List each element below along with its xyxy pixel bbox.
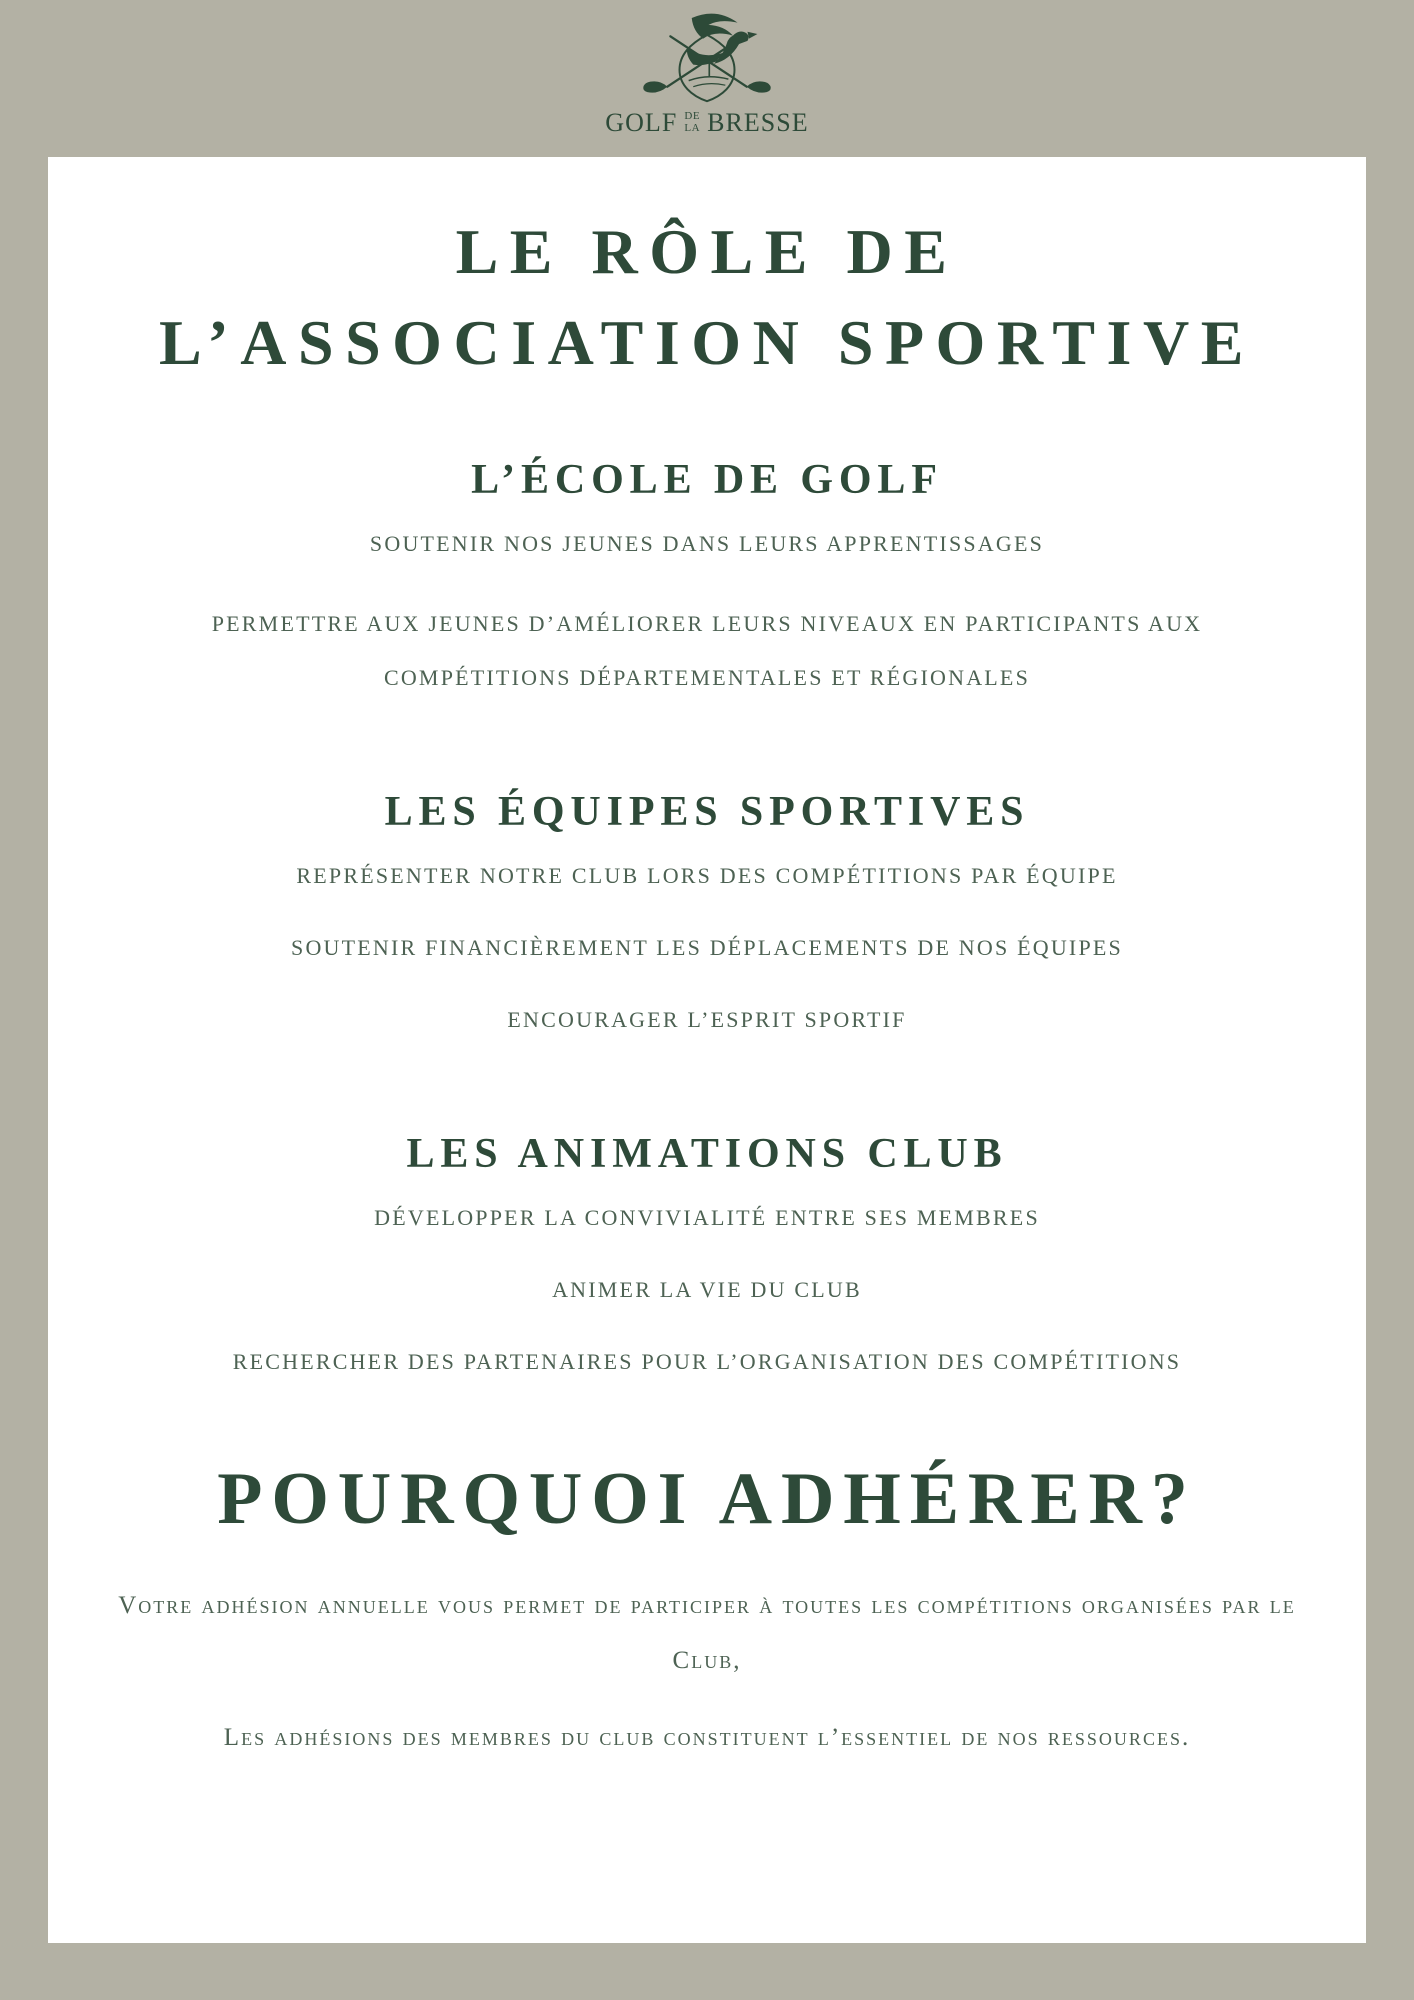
logo-word-de-la: DE LA [684, 110, 701, 134]
cta-paragraph: Votre adhésion annuelle vous permet de participer à toutes les compétitions organisées par le Club, [118, 1591, 1296, 1674]
title-line-1: LE RÔLE DE [455, 216, 959, 287]
logo-word-golf: GOLF [605, 108, 678, 137]
cta-paragraph: Les adhésions des membres du club constituent l’essentiel de nos ressources. [223, 1723, 1191, 1751]
page-title [77, 207, 1337, 389]
section-item: SOUTENIR NOS JEUNES DANS LEURS APPRENTISSAGES [369, 531, 1045, 557]
logo-word-bresse: BRESSE [707, 108, 809, 137]
title-line-2: L’ASSOCIATION SPORTIVE [159, 306, 1255, 378]
poster-card [48, 157, 1366, 1943]
section-item: ENCOURAGER L’ESPRIT SPORTIF [507, 1006, 907, 1032]
section-equipes-sportives [48, 787, 1366, 1047]
section-ecole-de-golf [48, 455, 1366, 705]
cta-heading: POURQUOI ADHÉRER? [217, 1457, 1197, 1540]
section-item: PERMETTRE AUX JEUNES D’AMÉLIORER LEURS NIVEAUX EN PARTICIPANTS AUX COMPÉTITIONS DÉPARTEMENTALES ET RÉGIONALES [211, 611, 1203, 690]
logo-wordmark [605, 110, 808, 136]
section-heading-ecole-de-golf: L’ÉCOLE DE GOLF [471, 456, 943, 503]
golf-club-emblem-icon [623, 8, 791, 112]
section-item: ANIMER LA VIE DU CLUB [552, 1277, 862, 1303]
section-item: DÉVELOPPER LA CONVIVIALITÉ ENTRE SES MEMBRES [374, 1205, 1040, 1231]
header [0, 0, 1414, 157]
section-heading-equipes-sportives: LES ÉQUIPES SPORTIVES [384, 788, 1030, 835]
section-item: RECHERCHER DES PARTENAIRES POUR L’ORGANISATION DES COMPÉTITIONS [232, 1349, 1182, 1375]
section-item: REPRÉSENTER NOTRE CLUB LORS DES COMPÉTITIONS PAR ÉQUIPE [296, 863, 1118, 889]
section-heading-animations-club: LES ANIMATIONS CLUB [406, 1130, 1008, 1177]
section-item: SOUTENIR FINANCIÈREMENT LES DÉPLACEMENTS DE NOS ÉQUIPES [291, 935, 1123, 961]
section-animations-club [48, 1129, 1366, 1389]
